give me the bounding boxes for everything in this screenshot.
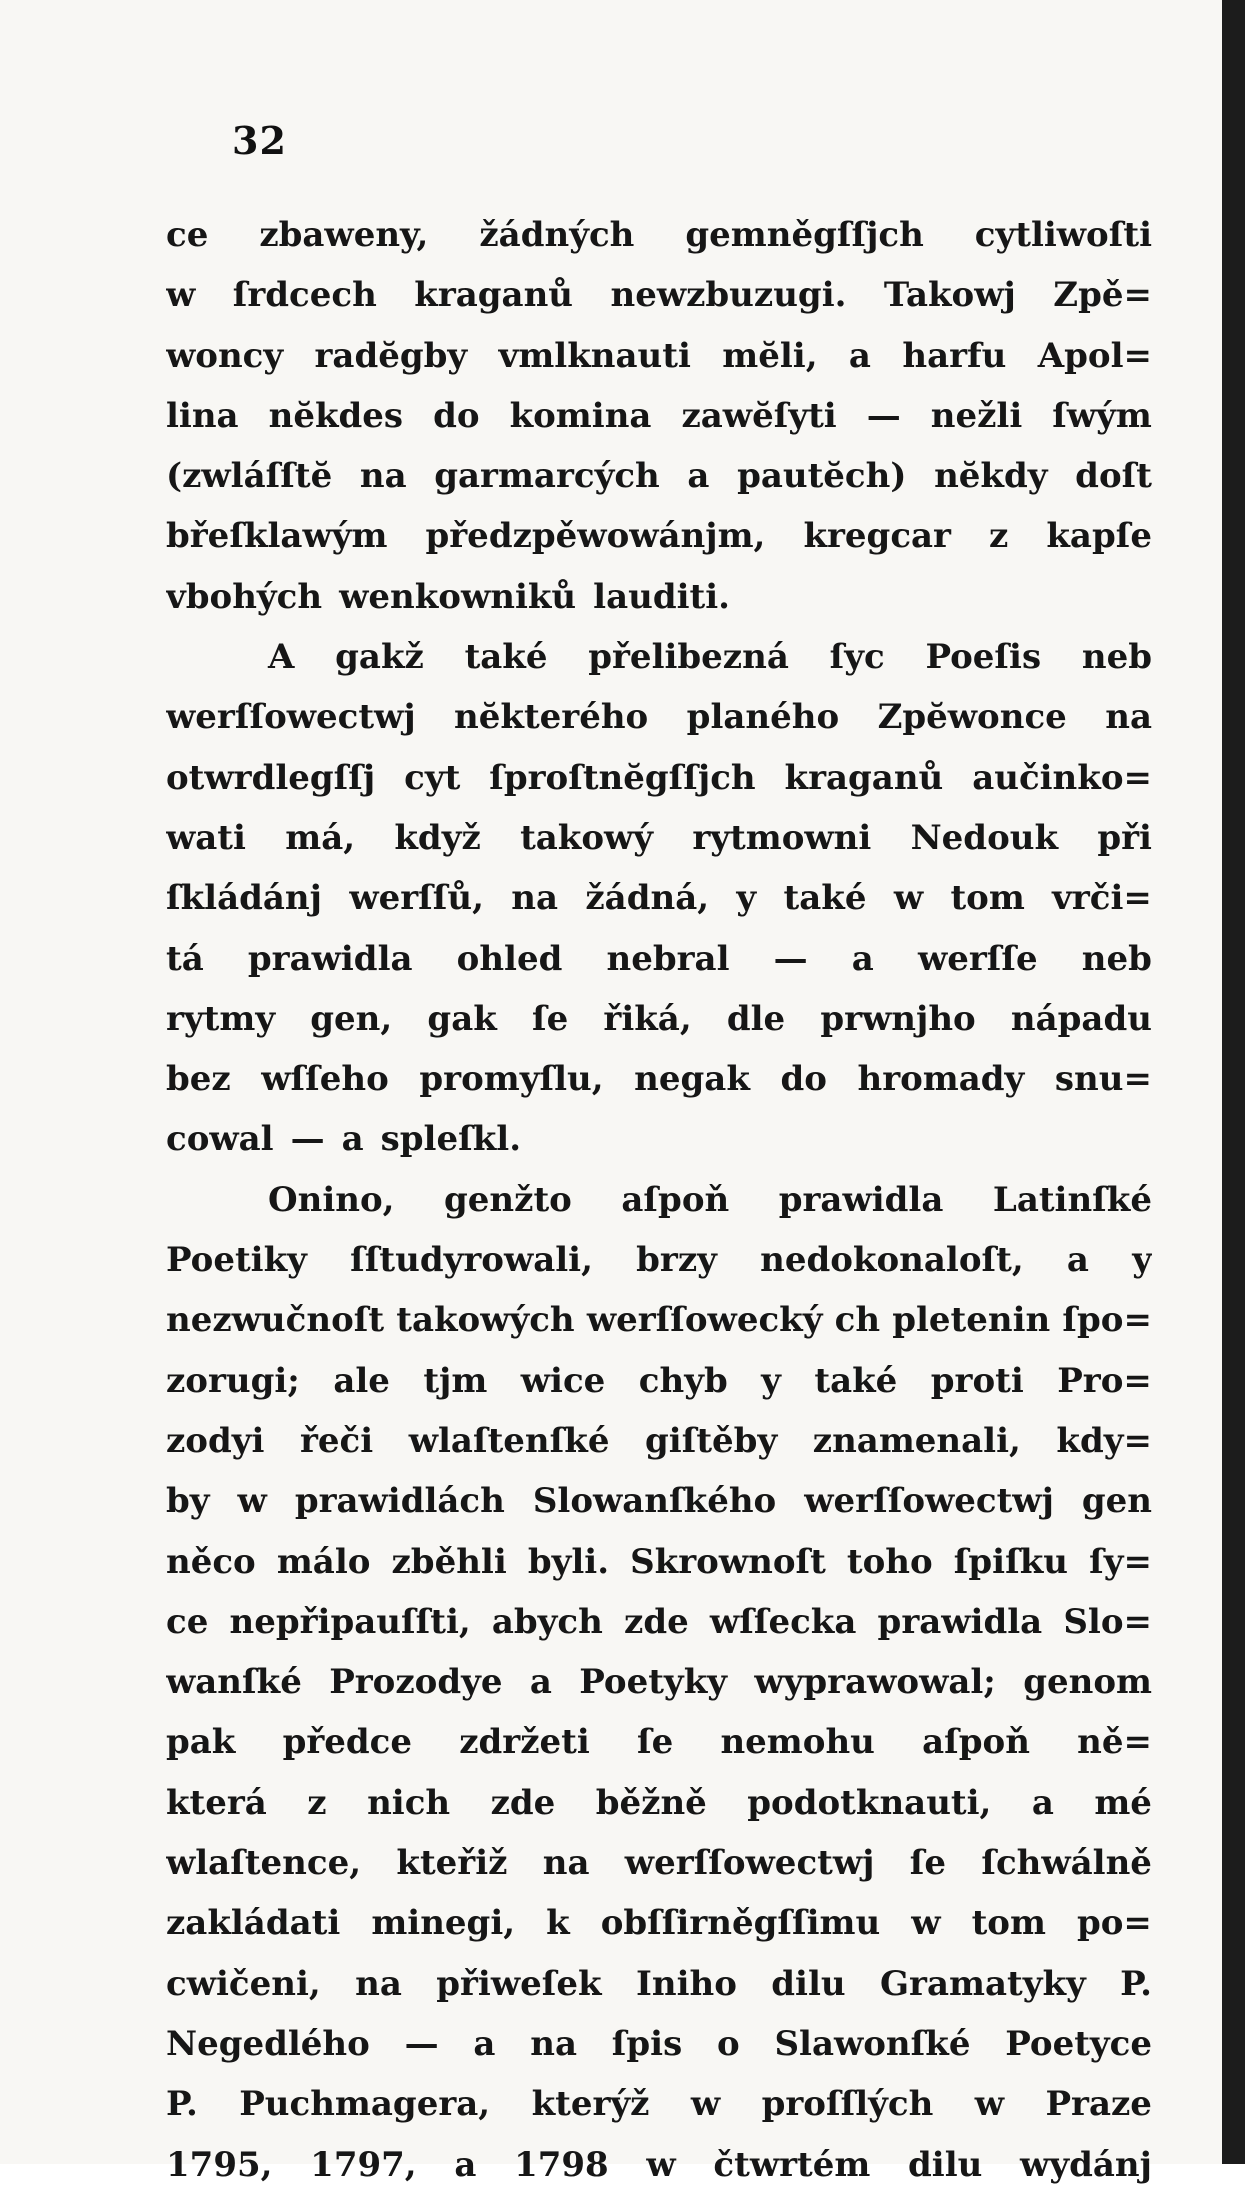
word: k: [546, 1903, 570, 1944]
text-line: [166, 516, 1152, 576]
word: prawidla: [778, 1179, 944, 1220]
word: doſt: [1075, 456, 1152, 497]
word: hromady: [857, 1059, 1025, 1100]
text-line: [166, 1722, 1152, 1782]
word: zakládati: [166, 1903, 341, 1944]
word: w: [893, 878, 924, 919]
word: ſe: [531, 998, 569, 1039]
word: Slawonſké: [774, 2023, 971, 2064]
word: na: [542, 1843, 590, 1884]
word: na: [355, 1963, 402, 2004]
word: wice: [520, 1360, 606, 1401]
word: nemohu: [720, 1722, 875, 1763]
word: neb: [1081, 938, 1152, 979]
word: wenkowniků: [339, 576, 577, 617]
word: předzpěwowánjm,: [425, 516, 766, 557]
word: kraganů: [784, 757, 944, 798]
word: pautĕch): [737, 456, 907, 497]
text-line: [166, 1783, 1152, 1843]
word: Takowj: [883, 275, 1016, 316]
word: z: [307, 1782, 327, 1823]
word: gen: [1081, 1481, 1152, 1522]
word: giſtěby: [645, 1420, 778, 1461]
word: obſſirněgſſimu: [600, 1903, 881, 1944]
word: zde: [624, 1601, 689, 1642]
word: takowých: [396, 1300, 575, 1341]
word: Praze: [1045, 2084, 1152, 2125]
word: tom: [971, 1903, 1046, 1944]
word: tom: [950, 878, 1025, 919]
word: Latinſké: [992, 1179, 1152, 1220]
word: ch: [834, 1300, 881, 1341]
word: cowal: [166, 1119, 274, 1160]
word: rytmowni: [692, 817, 872, 858]
word: proſſlých: [761, 2084, 934, 2125]
text-line: [166, 2145, 1152, 2205]
text-line: [166, 999, 1152, 1059]
text-line: [166, 2084, 1152, 2144]
word: spleſkl.: [380, 1119, 522, 1160]
word: komina: [509, 395, 652, 436]
word: ſpo=: [1062, 1300, 1152, 1341]
text-line: [166, 818, 1152, 878]
text-line: [166, 1421, 1152, 1481]
word: Poetyky: [579, 1662, 728, 1703]
word: gakž: [335, 637, 424, 678]
word: zdržeti: [459, 1722, 590, 1763]
word: a: [848, 335, 871, 376]
word: o: [717, 2023, 740, 2064]
word: do: [433, 395, 480, 436]
word: gemněgſſjch: [685, 215, 924, 255]
word: kteřiž: [396, 1843, 508, 1884]
word: a: [1031, 1782, 1054, 1823]
word: pak: [166, 1722, 236, 1763]
word: werſſowectwj: [166, 697, 416, 738]
word: radĕgby: [314, 335, 468, 376]
text-line: [166, 1662, 1152, 1722]
word: chyb: [638, 1360, 728, 1401]
word: promyſlu,: [419, 1059, 604, 1100]
word: ſpiſku: [953, 1541, 1068, 1582]
word: ſwým: [1052, 395, 1152, 436]
word: neb: [1081, 637, 1152, 678]
word: wati: [166, 817, 246, 858]
word: a: [341, 1119, 364, 1160]
word: Zpĕwonce: [877, 697, 1067, 738]
word: y: [1132, 1240, 1152, 1281]
word: nich: [367, 1782, 451, 1823]
text-line: [166, 396, 1152, 456]
word: dilu: [771, 1963, 846, 2004]
word: werſſowecký: [586, 1300, 823, 1341]
word: takowý: [520, 817, 654, 858]
word: gak: [427, 998, 497, 1039]
word: kapſe: [1046, 516, 1152, 557]
text-line: [166, 939, 1152, 999]
word: žádná,: [585, 878, 710, 919]
word: a: [687, 456, 710, 497]
word: —: [866, 395, 901, 436]
word: ſkládánj: [166, 878, 322, 919]
word: —: [290, 1119, 325, 1160]
word: wſſeho: [261, 1059, 389, 1100]
word: také: [814, 1360, 898, 1401]
word: kregcar: [803, 516, 951, 557]
word: zawĕſyti: [681, 395, 837, 436]
word: nápadu: [1010, 998, 1152, 1039]
text-line: [166, 336, 1152, 396]
word: brzy: [636, 1240, 717, 1281]
word: ſpis: [611, 2023, 683, 2064]
word: bez: [166, 1059, 231, 1100]
word: ſſtudyrowali,: [350, 1240, 593, 1281]
word: Slo=: [1063, 1601, 1152, 1642]
word: vrči=: [1052, 878, 1152, 919]
text-line: [166, 1481, 1152, 1541]
word: čtwrtém: [713, 2144, 871, 2185]
word: abych: [491, 1601, 603, 1642]
word: nĕkdes: [268, 395, 404, 436]
word: zodyi: [166, 1420, 265, 1461]
word: a: [454, 2144, 477, 2185]
word: řiká,: [603, 998, 692, 1039]
word: Gramatyky: [880, 1963, 1086, 2004]
word: ohled: [456, 938, 563, 979]
word: ſrdcech: [232, 275, 377, 316]
word: také: [464, 637, 548, 678]
word: Slowanſkého: [532, 1481, 777, 1522]
word: ce: [166, 215, 209, 255]
word: toho: [846, 1541, 933, 1582]
text-line: [166, 1059, 1152, 1119]
page-number: 32: [232, 118, 287, 163]
word: nebral: [606, 938, 730, 979]
text-line: [166, 1180, 1152, 1240]
word: tjm: [423, 1360, 488, 1401]
word: Poetyce: [1005, 2023, 1152, 2064]
word: něco: [166, 1541, 256, 1582]
text-line: [166, 1964, 1152, 2024]
word: cytliwoſti: [974, 215, 1152, 255]
word: werſſowectwj: [624, 1843, 875, 1884]
word: po=: [1076, 1903, 1152, 1944]
word: prawidla: [247, 938, 413, 979]
text-line: [166, 637, 1152, 697]
word: dilu: [908, 2144, 983, 2185]
word: vmlknauti: [498, 335, 691, 376]
text-line: [166, 1843, 1152, 1903]
word: Poetiky: [166, 1240, 307, 1281]
word: A: [268, 637, 295, 678]
word: werſſe: [917, 938, 1038, 979]
word: kraganů: [414, 275, 574, 316]
word: nedokonaloſt,: [760, 1240, 1024, 1281]
word: ſyc: [829, 637, 885, 678]
word: Onino,: [268, 1179, 395, 1220]
word: když: [394, 817, 481, 858]
word: na: [530, 2023, 577, 2064]
word: při: [1097, 817, 1152, 858]
word: nežli: [930, 395, 1023, 436]
word: ale: [333, 1360, 390, 1401]
word: ce: [166, 1601, 209, 1642]
word: nĕkterého: [454, 697, 649, 738]
word: proti: [930, 1360, 1024, 1401]
word: prawidlách: [294, 1481, 505, 1522]
word: lauditi.: [593, 576, 730, 617]
word: w: [237, 1481, 267, 1522]
word: harfu: [902, 335, 1007, 376]
text-line: [166, 697, 1152, 757]
word: cwičeni,: [166, 1963, 321, 2004]
word: zběhli: [391, 1541, 507, 1582]
text-line: [166, 275, 1152, 335]
word: newzbuzugi.: [610, 275, 847, 316]
word: a: [473, 2023, 496, 2064]
word: běžně: [595, 1782, 707, 1823]
word: aučinko=: [972, 757, 1152, 798]
word: na: [359, 456, 407, 497]
word: cyt: [404, 757, 461, 798]
word: 1797,: [310, 2144, 417, 2185]
word: podotknauti,: [747, 1782, 992, 1823]
word: ſproſtnĕgſſjch: [489, 757, 756, 798]
word: Pro=: [1057, 1360, 1152, 1401]
word: zorugi;: [166, 1360, 300, 1401]
word: zde: [490, 1782, 556, 1823]
word: vbohých: [166, 576, 323, 617]
word: P.: [1120, 1963, 1152, 2004]
text-line: [166, 215, 1152, 275]
word: 1795,: [166, 2144, 273, 2185]
word: ſe: [909, 1843, 946, 1884]
text-line: [166, 1903, 1152, 1963]
word: negak: [634, 1059, 750, 1100]
word: otwrdlegſſj: [166, 757, 376, 798]
word: která: [166, 1782, 267, 1823]
word: ně=: [1077, 1722, 1152, 1763]
text-line: [166, 1300, 1152, 1360]
word: Negedlého: [166, 2023, 370, 2064]
word: břeſklawým: [166, 516, 388, 557]
word: mé: [1094, 1782, 1152, 1823]
word: ſy=: [1089, 1541, 1152, 1582]
word: 1798: [514, 2144, 609, 2185]
word: mĕli,: [722, 335, 818, 376]
word: wydánj: [1020, 2144, 1152, 2185]
word: snu=: [1054, 1059, 1152, 1100]
word: y: [736, 878, 757, 919]
word: tá: [166, 938, 204, 979]
word: a: [529, 1662, 552, 1703]
word: w: [166, 275, 196, 316]
word: Zpě=: [1053, 275, 1152, 316]
word: gen,: [310, 998, 393, 1039]
text-line: [166, 2024, 1152, 2084]
word: byli.: [527, 1541, 610, 1582]
word: P.: [166, 2084, 198, 2125]
word: ſe: [636, 1722, 674, 1763]
word: předce: [282, 1722, 413, 1763]
word: wyprawowal;: [754, 1662, 996, 1703]
word: genom: [1023, 1662, 1152, 1703]
word: w: [690, 2084, 721, 2125]
text-line: [166, 1542, 1152, 1602]
word: —: [404, 2023, 439, 2064]
text-line: [166, 758, 1152, 818]
word: a: [1066, 1240, 1089, 1281]
text-line: [166, 1119, 1152, 1179]
word: —: [773, 938, 808, 979]
word: Prozodye: [329, 1662, 503, 1703]
word: wſſecka: [709, 1601, 857, 1642]
word: také: [783, 878, 867, 919]
word: má,: [285, 817, 356, 858]
word: garmarcých: [434, 456, 660, 497]
word: znamenali,: [812, 1420, 1021, 1461]
word: žádných: [479, 215, 635, 255]
word: z: [989, 516, 1009, 557]
text-line: [166, 1240, 1152, 1300]
word: pletenin: [892, 1300, 1051, 1341]
page-edge: [1222, 0, 1245, 2164]
word: a: [851, 938, 874, 979]
body-text: [166, 215, 1152, 2205]
word: w: [911, 1903, 941, 1944]
word: Skrownoſt: [630, 1541, 826, 1582]
word: dle: [726, 998, 786, 1039]
word: lina: [166, 395, 239, 436]
word: málo: [276, 1541, 371, 1582]
text-line: [166, 1361, 1152, 1421]
text-line: [166, 577, 1152, 637]
word: woncy: [166, 335, 284, 376]
word: w: [974, 2084, 1005, 2125]
word: Apol=: [1037, 335, 1152, 376]
text-line: [166, 1602, 1152, 1662]
word: wlaſtence,: [166, 1843, 362, 1884]
word: kdy=: [1056, 1420, 1152, 1461]
word: nezwučnoſt: [166, 1300, 385, 1341]
text-line: [166, 878, 1152, 938]
word: wlaſtenſké: [408, 1420, 610, 1461]
word: genžto: [444, 1179, 572, 1220]
word: Nedouk: [910, 817, 1059, 858]
word: přelibezná: [588, 637, 789, 678]
word: přiweſek: [436, 1963, 602, 2004]
word: na: [1105, 697, 1152, 738]
word: do: [780, 1059, 827, 1100]
text-line: [166, 456, 1152, 516]
word: y: [761, 1360, 781, 1401]
word: prwnjho: [820, 998, 976, 1039]
word: prawidla: [877, 1601, 1043, 1642]
word: (zwláſſtĕ: [166, 456, 333, 497]
word: werſſů,: [349, 878, 484, 919]
word: minegi,: [371, 1903, 516, 1944]
word: planého: [686, 697, 840, 738]
word: w: [646, 2144, 676, 2185]
word: řeči: [300, 1420, 374, 1461]
word: rytmy: [166, 998, 276, 1039]
word: Puchmagera,: [239, 2084, 491, 2125]
word: ſchwálně: [981, 1843, 1152, 1884]
word: Iniho: [635, 1963, 737, 2004]
word: nĕkdy: [934, 456, 1048, 497]
word: werſſowectwj: [804, 1481, 1054, 1522]
word: Poeſis: [925, 637, 1042, 678]
word: wanſké: [166, 1662, 302, 1703]
word: by: [166, 1481, 210, 1522]
word: aſpoň: [922, 1722, 1030, 1763]
word: na: [511, 878, 559, 919]
word: kterýž: [531, 2084, 650, 2125]
word: nepřipauſſti,: [229, 1601, 471, 1642]
word: aſpoň: [621, 1179, 730, 1220]
word: zbaweny,: [259, 215, 429, 255]
